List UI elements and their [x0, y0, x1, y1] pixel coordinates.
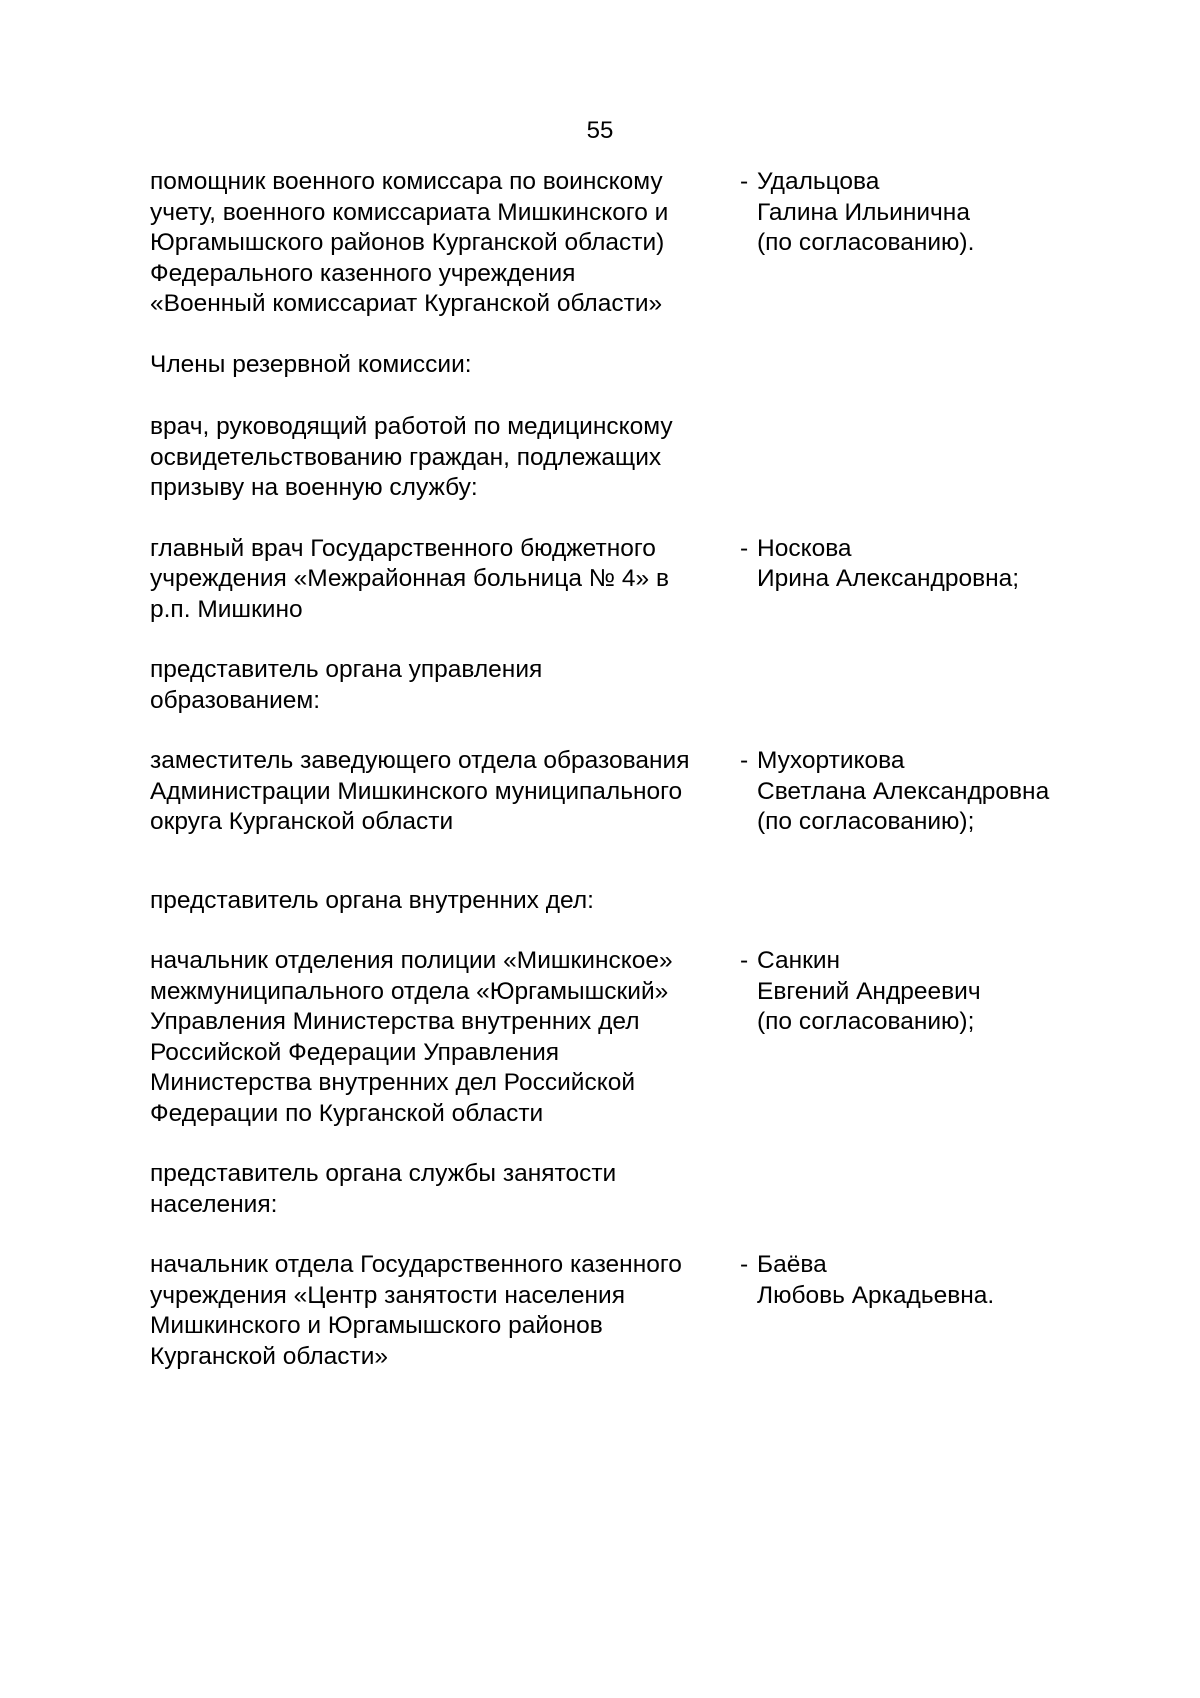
position-text: главный врач Государственного бюджетного учреждения «Межрайонная больница № 4» в р.п. Мишкино: [150, 534, 669, 623]
category-row: [150, 1159, 1100, 1220]
position-text: начальник отделения полиции «Мишкинское» межмуниципального отдела «Юргамышский» Управления Министерства внутренних дел Российской Федерации Управления Министерства внутренних дел Российской Федерации по Курганской области: [150, 947, 673, 1127]
commission-members-list: [150, 167, 1100, 1372]
position-text: заместитель заведующего отдела образования Администрации Мишкинского муниципального округа Курганской области: [150, 747, 690, 835]
member-row: [150, 1250, 1100, 1372]
member-name: Носкова Ирина Александровна;: [757, 534, 1020, 592]
member-name: Баёва Любовь Аркадьевна.: [757, 1251, 995, 1309]
page-number: 55: [586, 117, 614, 144]
section-heading-row: [150, 350, 1100, 381]
member-name-column: [740, 167, 1100, 259]
member-row: [150, 746, 1100, 838]
category-row: [150, 886, 1100, 917]
dash: -: [740, 168, 749, 195]
category-label: представитель органа службы занятости населения:: [150, 1160, 617, 1218]
member-name-column: [740, 746, 1100, 838]
member-name-column: [740, 946, 1100, 1038]
position-text: помощник военного комиссара по воинскому учету, военного комиссариата Мишкинского и Юргамышского районов Курганской области) Федерального казенного учреждения «Военный комиссариат Курганской области»: [150, 168, 669, 317]
dash: -: [740, 1251, 749, 1278]
member-row: [150, 534, 1100, 626]
category-label: врач, руководящий работой по медицинскому освидетельствованию граждан, подлежащих призыву на военную службу:: [150, 413, 673, 501]
position-text: начальник отдела Государственного казенного учреждения «Центр занятости населения Мишкинского и Юргамышского районов Курганской области»: [150, 1251, 682, 1370]
member-row: [150, 167, 1100, 320]
member-name: Мухортикова Светлана Александровна (по согласованию);: [757, 747, 1050, 835]
category-row: [150, 412, 1100, 504]
section-heading: Члены резервной комиссии:: [150, 350, 472, 378]
category-label: представитель органа управления образованием:: [150, 656, 543, 714]
member-name: Санкин Евгений Андреевич (по согласованию);: [757, 947, 981, 1035]
category-row: [150, 655, 1100, 716]
dash: -: [740, 947, 749, 974]
member-name-column: [740, 534, 1100, 595]
member-name: Удальцова Галина Ильинична (по согласованию).: [757, 168, 975, 256]
member-row: [150, 946, 1100, 1129]
dash: -: [740, 534, 749, 562]
member-name-column: [740, 1250, 1100, 1311]
category-label: представитель органа внутренних дел:: [150, 886, 594, 914]
dash: -: [740, 747, 749, 774]
